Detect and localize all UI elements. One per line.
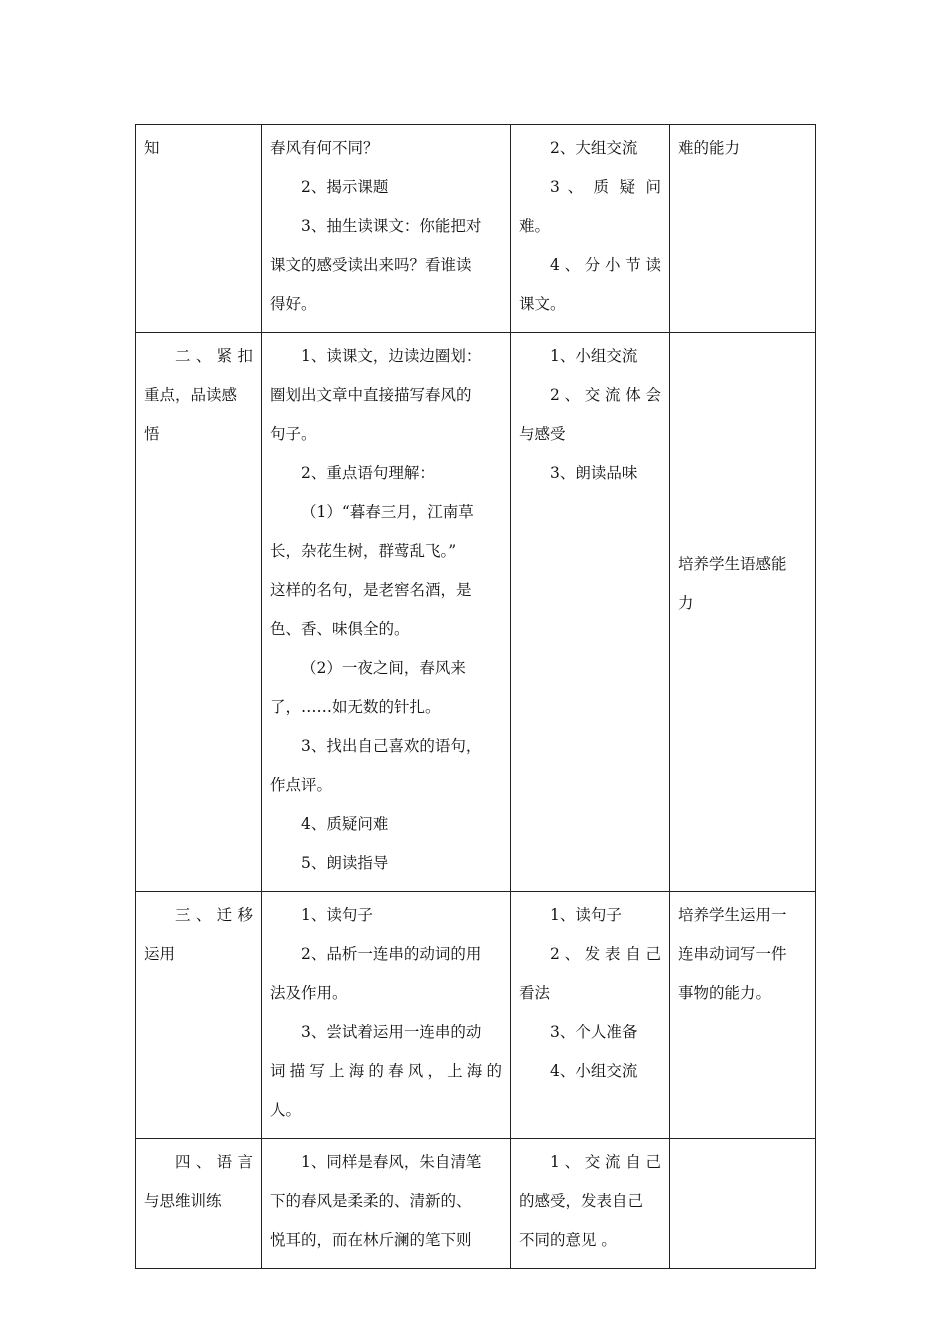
cell-line: 悦耳的，而在林斤澜的笔下则: [270, 1231, 472, 1249]
cell-line: 知: [144, 139, 160, 157]
cell-line: 5、朗读指导: [301, 854, 389, 872]
cell-line: 2、揭示课题: [301, 178, 389, 196]
cell-line: 悟: [144, 425, 160, 443]
cell-line: 2、发表自己: [550, 945, 661, 963]
goal-cell: [670, 892, 816, 1139]
cell-line: 下的春风是柔柔的、清新的、: [270, 1192, 472, 1210]
cell-line: 4、分小节读: [550, 256, 661, 274]
cell-line: 1、同样是春风，朱自清笔: [301, 1153, 482, 1171]
table-row: [136, 125, 816, 333]
teacher-activity-cell: [262, 1139, 511, 1269]
cell-line: 圈划出文章中直接描写春风的: [270, 386, 472, 404]
cell-line: 得好。: [270, 295, 317, 313]
student-activity-cell: [511, 125, 670, 333]
cell-line: 的感受，发表自己: [519, 1192, 644, 1210]
cell-line: 不同的意见 。: [519, 1231, 617, 1249]
cell-line: 三、迁移: [175, 906, 253, 924]
goal-cell: [670, 1139, 816, 1269]
student-activity-cell: [511, 333, 670, 892]
teacher-activity-cell: [262, 892, 511, 1139]
cell-line: 3、尝试着运用一连串的动: [301, 1023, 482, 1041]
cell-line: 3、个人准备: [550, 1023, 638, 1041]
cell-line: 1、交流自己: [550, 1153, 661, 1171]
cell-line: 连串动词写一件: [678, 945, 787, 963]
stage-cell: [136, 892, 262, 1139]
cell-line: 课文。: [519, 295, 566, 313]
table-row: [136, 1139, 816, 1269]
cell-line: 春风有何不同？: [270, 139, 379, 157]
cell-line: 重点，品读感: [144, 386, 238, 404]
cell-line: 力: [678, 594, 694, 612]
table-row: [136, 333, 816, 892]
cell-line: （1）“暮春三月，江南草: [301, 503, 474, 521]
cell-line: 看法: [519, 984, 551, 1002]
cell-line: 法及作用。: [270, 984, 348, 1002]
cell-line: 难的能力: [678, 139, 741, 157]
cell-line: 3、找出自己喜欢的语句，: [301, 737, 482, 755]
cell-line: 2、大组交流: [550, 139, 638, 157]
cell-line: 1、读课文，边读边圈划：: [301, 347, 482, 365]
cell-line: 4、小组交流: [550, 1062, 638, 1080]
stage-cell: [136, 333, 262, 892]
cell-line: 运用: [144, 945, 176, 963]
cell-line: 2、重点语句理解：: [301, 464, 435, 482]
student-activity-cell: [511, 892, 670, 1139]
stage-cell: [136, 125, 262, 333]
cell-line: （2）一夜之间，春风来: [301, 659, 466, 677]
cell-line: 事物的能力。: [678, 984, 772, 1002]
stage-cell: [136, 1139, 262, 1269]
goal-cell: [670, 125, 816, 333]
cell-line: 3、朗读品味: [550, 464, 638, 482]
cell-line: 1、小组交流: [550, 347, 638, 365]
cell-line: 与感受: [519, 425, 566, 443]
goal-cell: [670, 333, 816, 892]
cell-line: 3、抽生读课文：你能把对: [301, 217, 482, 235]
teacher-activity-cell: [262, 125, 511, 333]
cell-line: 了，……如无数的针扎。: [270, 698, 441, 716]
cell-line: 培养学生语感能: [678, 555, 787, 573]
cell-line: 二、紧扣: [175, 347, 253, 365]
cell-line: 四、语言: [175, 1153, 253, 1171]
table-row: [136, 892, 816, 1139]
lesson-plan-table: [135, 124, 816, 1269]
cell-line: 4、质疑问难: [301, 815, 389, 833]
cell-line: 1、读句子: [550, 906, 622, 924]
cell-line: 句子。: [270, 425, 317, 443]
cell-line: 词描写上海的春风，上海的: [270, 1062, 502, 1080]
cell-line: 人。: [270, 1101, 302, 1119]
cell-line: 难。: [519, 217, 551, 235]
cell-line: 2、品析一连串的动词的用: [301, 945, 482, 963]
cell-line: 3 、 质 疑 问: [550, 178, 661, 196]
cell-line: 1、读句子: [301, 906, 373, 924]
cell-line: 这样的名句，是老窖名酒，是: [270, 581, 472, 599]
cell-line: 与思维训练: [144, 1192, 222, 1210]
cell-line: 课文的感受读出来吗？看谁读: [270, 256, 472, 274]
cell-line: 2、交流体会: [550, 386, 661, 404]
cell-line: 色、香、味俱全的。: [270, 620, 410, 638]
cell-line: 作点评。: [270, 776, 333, 794]
teacher-activity-cell: [262, 333, 511, 892]
cell-line: 培养学生运用一: [678, 906, 787, 924]
cell-line: 长，杂花生树，群莺乱飞。”: [270, 542, 457, 560]
student-activity-cell: [511, 1139, 670, 1269]
